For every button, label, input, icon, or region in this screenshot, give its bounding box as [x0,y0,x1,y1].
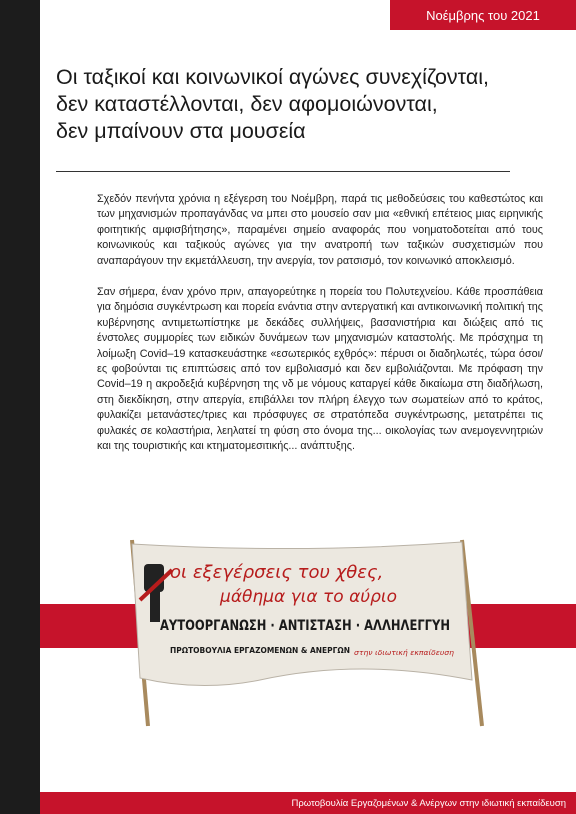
paragraph: Σαν σήμερα, έναν χρόνο πριν, απαγορεύτηκε η πορεία του Πολυτεχνείου. Κάθε προσπάθεια για δημόσια συγκέντρωση και πορεία ενάντια στην αντεργατική και αντικοινωνική πολιτική της κυβέρνησης αντιμετωπίστηκε με δεκάδες συλλήψεις, βασανιστήρια και διώξεις από τις ένστολες συμμορίες των ειδικών δυνάμεων των μηχανισμών καταστολής. Με πρόσχημα τη λοίμωξη Covid–19 κατασκευάστηκε «εσωτερικός εχθρός»: πέρυσι οι διαδηλωτές, τώρα όσοι/ες φοβούνται τις επιπτώσεις από τον εμβολιασμό και δεν εμβολιάζονται. Με πρόφαση την Covid–19 η ακροδεξιά κυβέρνηση της νδ με νόμους καταργεί κάθε δικαίωμα στη διαδήλωση, στη διεκδίκηση, στην απεργία, επιβάλλει τον πλήρη έλεγχο των σωματείων από το κράτος, φυλακίζει μετανάστες/τριες και πρόσφυγες σε στρατόπεδα συγκέντρωσης, μετατρέπει τις φυλακές σε κολαστήρια, λεηλατεί τη φύση στο όνομα της... οικολογίας των ανεμογεννητριών και της τουριστικής και κτηματομεσιτικής... ανάπτυξης. [97,286,543,453]
date-tab [390,0,576,30]
footer-bar [40,792,576,814]
date-label: Νοέμβρης του 2021 [426,7,540,23]
banner-line-4: ΠΡΩΤΟΒΟΥΛΙΑ ΕΡΓΑΖΟΜΕΝΩΝ & ΑΝΕΡΓΩΝ [170,646,350,655]
footer-text: Πρωτοβουλία Εργαζομένων & Ανέργων στην ιδιωτική εκπαίδευση [291,797,566,809]
page-title [56,64,556,145]
banner-line-4b: στην ιδιωτική εκπαίδευση [354,649,455,657]
banner-line-2: μάθημα για το αύριο [220,587,398,607]
title-line: Οι ταξικοί και κοινωνικοί αγώνες συνεχίζονται, [56,65,490,89]
title-divider [56,171,510,172]
protest-banner-photo [110,530,490,730]
left-sidebar-bar [0,0,40,814]
paragraph: Σχεδόν πενήντα χρόνια η εξέγερση του Νοέμβρη, παρά τις μεθοδεύσεις του καθεστώτος και των μηχανισμών προπαγάνδας να μπει στο μουσείο σαν μια «εθνική επέτειος μιας ειρηνικής φοιτητικής αμφισβήτησης», παραμένει σημείο αναφοράς που νοηματοδοτείται από τους κοινωνικούς και ταξικούς αγώνες για την ανατροπή των ταξικών συσχετισμών που αναπαράγουν την εκμετάλλευση, την ανεργία, τον ρατσισμό, τον κοινωνικό αποκλεισμό. [97,193,543,267]
banner-line-3: ΑΥΤΟΟΡΓΑΝΩΣΗ · ΑΝΤΙΣΤΑΣΗ · ΑΛΛΗΛΕΓΓΥΗ [160,618,450,634]
article-body [97,192,543,471]
title-line: δεν καταστέλλονται, δεν αφομοιώνονται, [56,92,438,116]
banner-line-1: οι εξεγέρσεις του χθες, [170,562,384,583]
title-line: δεν μπαίνουν στα μουσεία [56,119,306,143]
